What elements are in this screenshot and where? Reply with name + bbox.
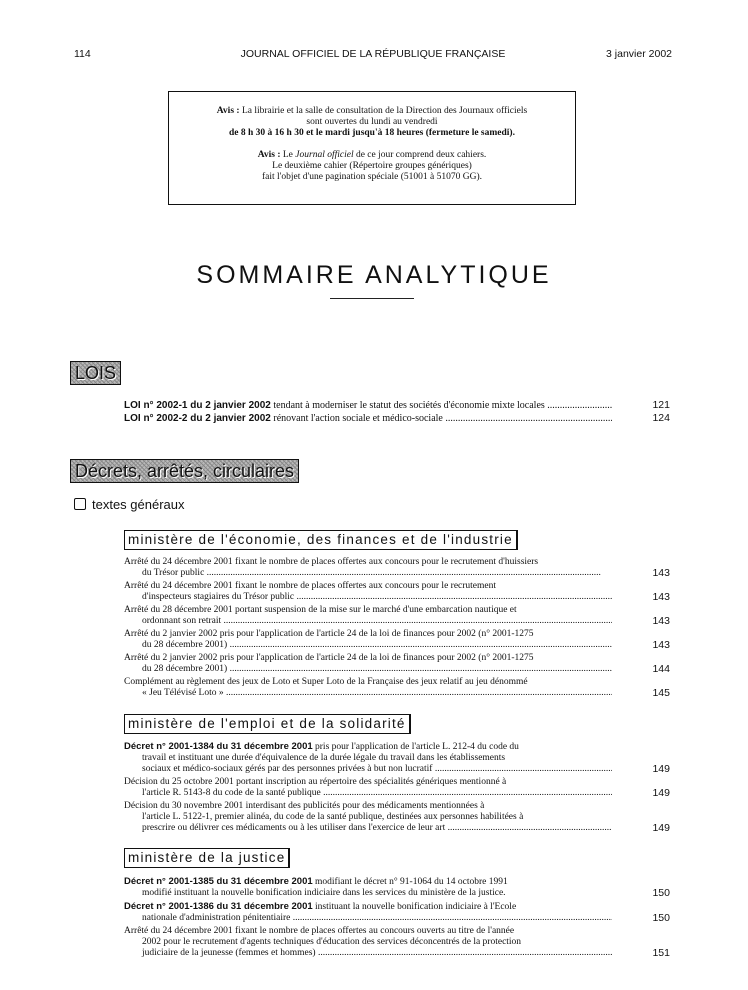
law-description: rénovant l'action sociale et médico-sociale ..... — [273, 413, 612, 424]
section-badge-decrets: Décrets, arrêtés, circulaires — [70, 459, 299, 483]
page-ref: 145 — [652, 687, 670, 699]
page-ref: 149 — [652, 822, 670, 834]
page-ref: 124 — [652, 412, 670, 424]
entry-text: Arrêté du 28 décembre 2001 portant suspension de la mise sur le marché d'une embarcation nautique et — [124, 605, 517, 615]
entry-text: Arrêté du 24 décembre 2001 fixant le nombre de places offertes aux concours pour le recrutement — [124, 581, 497, 591]
decree-reference: Décret n° 2001-1385 du 31 décembre 2001 — [124, 876, 313, 887]
decree-reference: Décret n° 2001-1384 du 31 décembre 2001 — [124, 741, 313, 752]
journal-title: JOURNAL OFFICIEL DE LA RÉPUBLIQUE FRANÇAISE — [240, 48, 506, 60]
entry-text: judiciaire de la jeunesse (femmes et hommes) ..... — [142, 948, 612, 958]
page-ref: 150 — [652, 887, 670, 899]
page-ref: 143 — [652, 639, 670, 651]
page-ref: 143 — [652, 615, 670, 627]
page-ref: 143 — [652, 567, 670, 579]
page-ref: 150 — [652, 912, 670, 924]
ministry-heading-justice: ministère de la justice — [124, 848, 290, 868]
list-item[interactable] — [124, 629, 670, 651]
entry-text: Décision du 30 novembre 2001 interdisant des publicités pour des médicaments mentionnées à — [124, 801, 485, 811]
law-reference: LOI n° 2002-1 du 2 janvier 2002 — [124, 400, 271, 411]
page-ref: 121 — [652, 399, 670, 411]
ministry-heading-emploi: ministère de l'emploi et de la solidarité — [124, 714, 411, 734]
list-item[interactable] — [124, 777, 670, 799]
entry-text: du 28 décembre 2001) ..... — [142, 664, 612, 674]
list-item[interactable] — [124, 926, 670, 959]
list-item[interactable] — [124, 677, 670, 699]
decree-reference: Décret n° 2001-1386 du 31 décembre 2001 — [124, 901, 313, 912]
entry-text: d'inspecteurs stagiaires du Trésor public ..... — [142, 592, 612, 602]
entry-text: l'article R. 5143-8 du code de la santé publique ..... — [142, 788, 612, 798]
entry-text: Arrêté du 2 janvier 2002 pris pour l'application de l'article 24 de la loi de finances pour 2002 (n° 2001-1275 — [124, 653, 534, 663]
entry-text: 2002 pour le recrutement d'agents techniques d'éducation des services déconcentrés de la protection — [142, 937, 522, 947]
page-ref: 149 — [652, 787, 670, 799]
list-item[interactable] — [124, 653, 670, 675]
notice-avis-label: Avis : — [257, 150, 281, 160]
entry-text: ordonnant son retrait ..... — [142, 616, 612, 626]
entry-text: Décision du 25 octobre 2001 portant inscription au répertoire des spécialités génériques mentionné à — [124, 777, 507, 787]
page-ref: 143 — [652, 591, 670, 603]
list-item[interactable] — [124, 876, 670, 899]
checkbox-square-icon — [74, 498, 86, 510]
entry-text: l'article L. 5122-1, premier alinéa, du code de la santé publique, destinées aux personnes habilitées à — [142, 812, 524, 822]
entry-text: modifiant le décret n° 91-1064 du 14 octobre 1991 — [315, 877, 508, 887]
list-item[interactable] — [124, 557, 670, 579]
notice-text: Le — [282, 150, 293, 160]
entry-text: du Trésor public ..... — [142, 568, 601, 578]
notice-line: sont ouvertes du lundi au vendredi — [306, 117, 438, 127]
list-item[interactable] — [124, 581, 670, 603]
entry-text: du 28 décembre 2001) ..... — [142, 640, 612, 650]
list-item[interactable] — [124, 801, 670, 834]
notice-hours: de 8 h 30 à 16 h 30 et le mardi jusqu'à 18 heures (fermeture le samedi). — [229, 128, 515, 138]
page-header — [74, 48, 672, 64]
justice-list — [124, 876, 670, 959]
ministry-heading-economie: ministère de l'économie, des finances et de l'industrie — [124, 530, 518, 550]
page-number: 114 — [74, 48, 91, 60]
entry-text: Arrêté du 24 décembre 2001 fixant le nombre de places offertes aux concours pour le recrutement d'huissiers — [124, 557, 539, 567]
lois-item[interactable] — [124, 412, 670, 425]
notice-box — [168, 91, 576, 205]
title-divider — [330, 298, 414, 299]
lois-item[interactable] — [124, 399, 670, 412]
page-ref: 144 — [652, 663, 670, 675]
list-item[interactable] — [124, 901, 670, 924]
subsection-label: textes généraux — [92, 497, 185, 512]
notice-line: Le deuxième cahier (Répertoire groupes génériques) — [272, 161, 472, 171]
economie-list — [124, 557, 670, 699]
list-item[interactable] — [124, 605, 670, 627]
entry-text: Arrêté du 2 janvier 2002 pris pour l'application de l'article 24 de la loi de finances pour 2002 (n° 2001-1275 — [124, 629, 534, 639]
page-ref: 149 — [652, 763, 670, 775]
entry-text: modifié instituant la nouvelle bonification indiciaire dans les services du ministère de la justice. — [142, 888, 506, 898]
entry-text: « Jeu Télévisé Loto » ..... — [142, 688, 612, 698]
notice-line: La librairie et la salle de consultation de la Direction des Journaux officiels — [241, 106, 528, 116]
entry-text: Complément au règlement des jeux de Loto et Super Loto de la Française des jeux relatif au jeu dénommé — [124, 677, 528, 687]
section-badge-lois: LOIS — [70, 361, 121, 385]
law-reference: LOI n° 2002-2 du 2 janvier 2002 — [124, 413, 271, 424]
entry-text: instituant la nouvelle bonification indiciaire à l'Ecole — [315, 902, 517, 912]
subsection-textes-generaux — [74, 497, 185, 512]
entry-text: pris pour l'application de l'article L. 212-4 du code du — [315, 742, 519, 752]
entry-text: nationale d'administration pénitentiaire ..... — [142, 913, 612, 923]
emploi-list — [124, 741, 670, 834]
issue-date: 3 janvier 2002 — [606, 48, 672, 60]
notice-avis-label: Avis : — [216, 106, 240, 116]
entry-text: sociaux et médico-sociaux gérés par des personnes privées à but non lucratif ..... — [142, 764, 612, 774]
list-item[interactable] — [124, 741, 670, 775]
lois-list — [124, 399, 670, 425]
entry-text: travail et instituant une durée d'équivalence de la durée légale du travail dans les établissements — [142, 753, 506, 763]
page-title: SOMMAIRE ANALYTIQUE — [196, 261, 552, 289]
entry-text: Arrêté du 24 décembre 2001 fixant le nombre de places offertes au concours ouverts au titre de l'année — [124, 926, 515, 936]
notice-line: fait l'objet d'une pagination spéciale (51001 à 51070 GG). — [261, 172, 483, 182]
entry-text: prescrire ou délivrer ces médicaments ou à les utiliser dans l'exercice de leur art ..... — [142, 823, 612, 833]
page-ref: 151 — [652, 947, 670, 959]
notice-journal-name: Journal officiel — [295, 150, 354, 160]
notice-text: de ce jour comprend deux cahiers. — [355, 150, 487, 160]
law-description: tendant à moderniser le statut des sociétés d'économie mixte locales ..... — [273, 400, 612, 411]
